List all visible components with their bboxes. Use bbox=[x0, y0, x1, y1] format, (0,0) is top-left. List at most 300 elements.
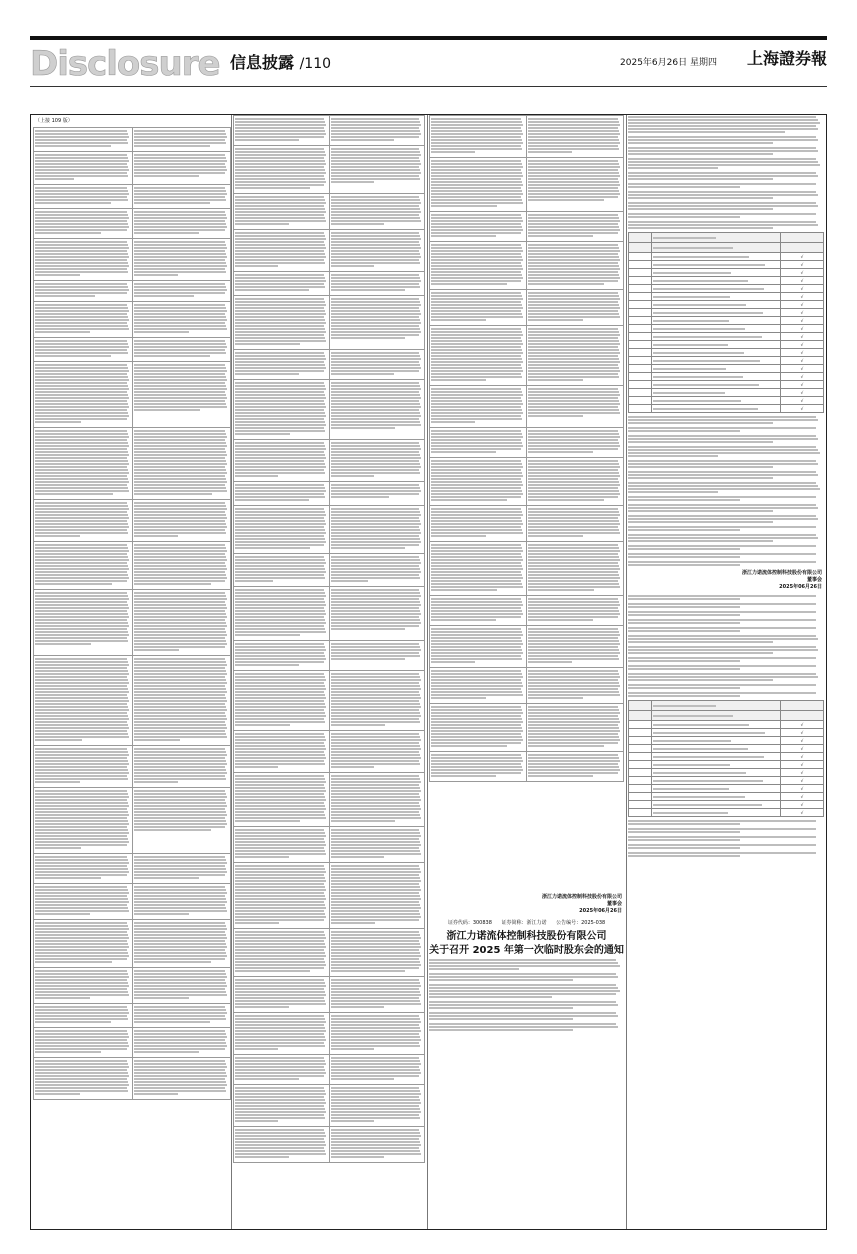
issue-date: 2025年6月26日 bbox=[620, 58, 688, 68]
original-article-cell bbox=[430, 212, 527, 242]
text-paragraph bbox=[331, 232, 424, 267]
text-paragraph bbox=[429, 1001, 624, 1009]
table-row bbox=[629, 243, 824, 253]
check-mark-cell: √ bbox=[781, 349, 824, 357]
text-paragraph bbox=[35, 922, 131, 963]
text-paragraph bbox=[35, 886, 131, 915]
proposal-name-cell bbox=[652, 341, 781, 349]
table-row bbox=[34, 656, 231, 746]
text-paragraph bbox=[35, 187, 131, 204]
check-mark-cell: √ bbox=[781, 381, 824, 389]
original-article-cell bbox=[34, 152, 133, 185]
column-4 bbox=[628, 115, 824, 1229]
table-row bbox=[234, 554, 425, 587]
proposal-code-cell bbox=[629, 285, 652, 293]
proposal-name-cell bbox=[652, 809, 781, 817]
revised-article-cell bbox=[527, 212, 624, 242]
original-article-cell bbox=[234, 863, 330, 929]
proposal-code-cell bbox=[629, 309, 652, 317]
text-paragraph bbox=[235, 298, 328, 345]
proposal-code-cell bbox=[629, 277, 652, 285]
table-row bbox=[430, 158, 624, 212]
revised-article-cell bbox=[132, 590, 231, 656]
proposal-name-cell bbox=[652, 405, 781, 413]
column-2 bbox=[233, 115, 425, 1229]
text-paragraph bbox=[628, 221, 824, 229]
check-mark-cell: √ bbox=[781, 405, 824, 413]
text-paragraph bbox=[35, 544, 131, 585]
revised-article-cell bbox=[132, 788, 231, 854]
text-paragraph bbox=[134, 856, 230, 879]
table-row bbox=[629, 333, 824, 341]
original-article-cell bbox=[34, 185, 133, 209]
original-article-cell bbox=[430, 428, 527, 458]
text-paragraph bbox=[628, 202, 824, 210]
text-paragraph bbox=[235, 1015, 328, 1050]
text-paragraph bbox=[35, 304, 131, 333]
original-article-cell bbox=[34, 239, 133, 281]
text-paragraph bbox=[331, 484, 424, 498]
text-paragraph bbox=[235, 673, 328, 726]
text-paragraph bbox=[431, 160, 525, 207]
column-divider bbox=[231, 115, 232, 1229]
proposal-name-cell bbox=[652, 243, 781, 253]
signature-date: 2025年06月26日 bbox=[779, 584, 822, 590]
check-mark-cell: √ bbox=[781, 333, 824, 341]
text-paragraph bbox=[528, 328, 622, 381]
table-row bbox=[234, 641, 425, 671]
revised-article-cell bbox=[527, 116, 624, 158]
text-paragraph bbox=[35, 283, 131, 297]
proposal-name-cell bbox=[652, 769, 781, 777]
text-paragraph bbox=[628, 427, 824, 432]
original-article-cell bbox=[234, 380, 330, 440]
original-article-cell bbox=[234, 146, 330, 194]
revised-article-cell bbox=[329, 827, 425, 863]
original-article-cell bbox=[34, 1058, 133, 1100]
text-paragraph bbox=[331, 352, 424, 375]
text-paragraph bbox=[235, 829, 328, 858]
text-paragraph bbox=[431, 508, 525, 537]
text-paragraph bbox=[331, 274, 424, 291]
table-row bbox=[430, 326, 624, 386]
text-paragraph bbox=[528, 628, 622, 663]
text-paragraph bbox=[235, 733, 328, 768]
check-mark-cell: √ bbox=[781, 341, 824, 349]
proposal-table bbox=[628, 232, 824, 413]
original-article-cell bbox=[34, 128, 133, 152]
text-paragraph bbox=[35, 364, 131, 423]
check-mark-cell: √ bbox=[781, 261, 824, 269]
table-row bbox=[629, 357, 824, 365]
proposal-name-cell bbox=[652, 309, 781, 317]
original-article-cell bbox=[34, 362, 133, 428]
text-paragraph bbox=[331, 148, 424, 183]
text-paragraph bbox=[331, 829, 424, 858]
table-row bbox=[430, 596, 624, 626]
section-name: 信息披露 bbox=[230, 53, 295, 72]
text-paragraph bbox=[528, 388, 622, 417]
check-mark-cell: √ bbox=[781, 309, 824, 317]
table-row bbox=[34, 854, 231, 884]
table-row bbox=[629, 253, 824, 261]
table-row bbox=[34, 542, 231, 590]
text-paragraph bbox=[134, 211, 230, 234]
original-article-cell bbox=[34, 746, 133, 788]
revised-article-cell bbox=[329, 440, 425, 482]
original-article-cell bbox=[234, 272, 330, 296]
text-paragraph bbox=[134, 430, 230, 495]
revised-article-cell bbox=[132, 920, 231, 968]
proposal-name-cell bbox=[652, 745, 781, 753]
table-row bbox=[34, 362, 231, 428]
proposal-name-cell bbox=[652, 269, 781, 277]
table-row bbox=[34, 185, 231, 209]
original-article-cell bbox=[34, 428, 133, 500]
proposal-code-cell bbox=[629, 793, 652, 801]
text-paragraph bbox=[134, 502, 230, 537]
proposal-name-cell bbox=[652, 381, 781, 389]
text-paragraph bbox=[331, 298, 424, 339]
revised-article-cell bbox=[132, 1028, 231, 1058]
text-paragraph bbox=[628, 496, 824, 501]
check-mark-cell bbox=[781, 701, 824, 711]
revised-article-cell bbox=[329, 863, 425, 929]
text-paragraph bbox=[331, 673, 424, 726]
table-row bbox=[629, 389, 824, 397]
original-article-cell bbox=[34, 1004, 133, 1028]
text-paragraph bbox=[628, 692, 824, 697]
revised-article-cell bbox=[527, 704, 624, 752]
revised-article-cell bbox=[527, 506, 624, 542]
check-mark-cell: √ bbox=[781, 793, 824, 801]
text-paragraph bbox=[235, 643, 328, 666]
text-paragraph bbox=[628, 471, 824, 479]
original-article-cell bbox=[234, 827, 330, 863]
check-mark-cell: √ bbox=[781, 809, 824, 817]
signature-board: 董事会 bbox=[806, 577, 822, 583]
table-row bbox=[34, 152, 231, 185]
table-row bbox=[430, 506, 624, 542]
text-paragraph bbox=[431, 754, 525, 777]
revised-article-cell bbox=[132, 854, 231, 884]
text-paragraph bbox=[35, 1030, 131, 1053]
dateline bbox=[620, 56, 717, 70]
revised-article-cell bbox=[527, 542, 624, 596]
text-paragraph bbox=[528, 160, 622, 201]
text-paragraph bbox=[235, 442, 328, 477]
text-paragraph bbox=[331, 931, 424, 972]
text-paragraph bbox=[628, 545, 824, 550]
table-row bbox=[629, 349, 824, 357]
text-paragraph bbox=[134, 154, 230, 177]
original-article-cell bbox=[34, 338, 133, 362]
table-row bbox=[430, 668, 624, 704]
text-paragraph bbox=[35, 502, 131, 537]
check-mark-cell: √ bbox=[781, 301, 824, 309]
text-paragraph bbox=[134, 748, 230, 783]
check-mark-cell: √ bbox=[781, 397, 824, 405]
article-comparison-table bbox=[33, 127, 231, 1100]
revised-article-cell bbox=[132, 362, 231, 428]
text-paragraph bbox=[35, 790, 131, 849]
table-row bbox=[629, 397, 824, 405]
proposal-code-cell bbox=[629, 253, 652, 261]
text-paragraph bbox=[628, 136, 824, 144]
text-paragraph bbox=[628, 526, 824, 531]
original-article-cell bbox=[234, 116, 330, 146]
revised-article-cell bbox=[132, 428, 231, 500]
table-row bbox=[34, 746, 231, 788]
proposal-code-cell bbox=[629, 325, 652, 333]
text-paragraph bbox=[331, 1087, 424, 1122]
original-article-cell bbox=[430, 752, 527, 782]
revised-article-cell bbox=[132, 281, 231, 302]
original-article-cell bbox=[430, 704, 527, 752]
revised-article-cell bbox=[329, 380, 425, 440]
table-row bbox=[34, 884, 231, 920]
proposal-code-cell bbox=[629, 261, 652, 269]
text-paragraph bbox=[35, 340, 131, 357]
table-row bbox=[234, 773, 425, 827]
original-article-cell bbox=[34, 854, 133, 884]
proposal-name-cell bbox=[652, 333, 781, 341]
original-article-cell bbox=[430, 326, 527, 386]
text-paragraph bbox=[628, 435, 824, 443]
proposal-code-cell bbox=[629, 801, 652, 809]
check-mark-cell: √ bbox=[781, 365, 824, 373]
text-paragraph bbox=[134, 304, 230, 333]
original-article-cell bbox=[234, 1013, 330, 1055]
text-paragraph bbox=[431, 460, 525, 501]
text-paragraph bbox=[528, 544, 622, 591]
text-paragraph bbox=[331, 1129, 424, 1158]
signature-board: 董事会 bbox=[606, 901, 622, 907]
original-article-cell bbox=[34, 920, 133, 968]
table-row bbox=[629, 405, 824, 413]
revised-article-cell bbox=[527, 668, 624, 704]
original-article-cell bbox=[34, 302, 133, 338]
revised-article-cell bbox=[329, 554, 425, 587]
proposal-code-cell bbox=[629, 777, 652, 785]
text-paragraph bbox=[431, 706, 525, 747]
text-paragraph bbox=[331, 979, 424, 1008]
disclosure-logo: Disclosure bbox=[30, 44, 220, 84]
text-paragraph bbox=[35, 1060, 131, 1095]
revised-article-cell bbox=[527, 158, 624, 212]
table-row bbox=[629, 365, 824, 373]
text-paragraph bbox=[528, 244, 622, 285]
notice-title: 关于召开 2025 年第一次临时股东会的通知 bbox=[429, 945, 624, 956]
revised-article-cell bbox=[329, 506, 425, 554]
table-row bbox=[234, 380, 425, 440]
proposal-code-cell bbox=[629, 365, 652, 373]
proposal-name-cell bbox=[652, 701, 781, 711]
text-paragraph bbox=[35, 241, 131, 276]
table-row bbox=[629, 317, 824, 325]
revised-article-cell bbox=[132, 239, 231, 281]
text-paragraph bbox=[528, 508, 622, 537]
table-row bbox=[34, 788, 231, 854]
text-paragraph bbox=[431, 430, 525, 453]
proposal-code-cell bbox=[629, 341, 652, 349]
revised-article-cell bbox=[329, 977, 425, 1013]
text-paragraph bbox=[431, 544, 525, 591]
revised-article-cell bbox=[527, 290, 624, 326]
proposal-code-cell bbox=[629, 317, 652, 325]
board-signature bbox=[630, 570, 822, 591]
check-mark-cell: √ bbox=[781, 753, 824, 761]
proposal-code-cell bbox=[629, 389, 652, 397]
revised-article-cell bbox=[132, 500, 231, 542]
text-paragraph bbox=[628, 460, 824, 468]
text-paragraph bbox=[628, 635, 824, 643]
revised-article-cell bbox=[132, 968, 231, 1004]
proposal-name-cell bbox=[652, 777, 781, 785]
text-paragraph bbox=[431, 118, 525, 153]
text-paragraph bbox=[429, 973, 624, 981]
text-paragraph bbox=[134, 283, 230, 297]
text-paragraph bbox=[429, 1012, 624, 1020]
text-paragraph bbox=[35, 430, 131, 495]
original-article-cell bbox=[234, 350, 330, 380]
original-article-cell bbox=[430, 242, 527, 290]
signature-date: 2025年06月26日 bbox=[579, 908, 622, 914]
table-row bbox=[629, 761, 824, 769]
disclosure-content bbox=[30, 114, 827, 1230]
proposal-name-cell bbox=[652, 325, 781, 333]
proposal-code-cell bbox=[629, 809, 652, 817]
revised-article-cell bbox=[132, 542, 231, 590]
text-paragraph bbox=[235, 1129, 328, 1158]
table-row bbox=[234, 296, 425, 350]
original-article-cell bbox=[234, 1127, 330, 1163]
original-article-cell bbox=[234, 587, 330, 641]
text-paragraph bbox=[628, 603, 824, 608]
table-row bbox=[234, 1055, 425, 1085]
table-row bbox=[234, 863, 425, 929]
text-paragraph bbox=[628, 561, 824, 566]
masthead-rule bbox=[30, 86, 827, 87]
text-paragraph bbox=[235, 352, 328, 375]
revised-article-cell bbox=[329, 587, 425, 641]
check-mark-cell: √ bbox=[781, 785, 824, 793]
text-paragraph bbox=[628, 836, 824, 841]
check-mark-cell: √ bbox=[781, 277, 824, 285]
original-article-cell bbox=[234, 1055, 330, 1085]
notice-body bbox=[628, 416, 824, 566]
text-paragraph bbox=[628, 595, 824, 600]
text-paragraph bbox=[331, 589, 424, 630]
text-paragraph bbox=[331, 865, 424, 924]
original-article-cell bbox=[430, 596, 527, 626]
table-row bbox=[234, 482, 425, 506]
revised-article-cell bbox=[132, 656, 231, 746]
proposal-code-cell bbox=[629, 301, 652, 309]
table-row bbox=[629, 801, 824, 809]
table-row bbox=[629, 729, 824, 737]
comparison-table bbox=[233, 115, 425, 1163]
check-mark-cell: √ bbox=[781, 389, 824, 397]
table-row bbox=[629, 777, 824, 785]
text-paragraph bbox=[134, 658, 230, 741]
text-paragraph bbox=[235, 196, 328, 225]
table-row bbox=[629, 277, 824, 285]
original-article-cell bbox=[430, 158, 527, 212]
revised-article-cell bbox=[329, 230, 425, 272]
proposal-name-cell bbox=[652, 277, 781, 285]
text-paragraph bbox=[628, 504, 824, 512]
table-row bbox=[234, 827, 425, 863]
column-divider bbox=[626, 115, 627, 1229]
table-row bbox=[34, 590, 231, 656]
original-article-cell bbox=[430, 506, 527, 542]
text-paragraph bbox=[134, 187, 230, 204]
revised-article-cell bbox=[527, 626, 624, 668]
table-row bbox=[34, 920, 231, 968]
revised-article-cell bbox=[329, 116, 425, 146]
original-article-cell bbox=[234, 506, 330, 554]
table-row bbox=[234, 272, 425, 296]
text-paragraph bbox=[235, 865, 328, 924]
table-row bbox=[234, 194, 425, 230]
text-paragraph bbox=[134, 790, 230, 831]
original-article-cell bbox=[430, 626, 527, 668]
proposal-name-cell bbox=[652, 285, 781, 293]
text-paragraph bbox=[235, 979, 328, 1008]
table-row bbox=[234, 116, 425, 146]
text-paragraph bbox=[628, 446, 824, 457]
text-paragraph bbox=[628, 820, 824, 825]
table-row bbox=[34, 428, 231, 500]
attachment-body bbox=[628, 820, 824, 857]
table-row bbox=[430, 458, 624, 506]
notice-title-company: 浙江力诺流体控制科技股份有限公司 bbox=[446, 931, 607, 942]
revised-article-cell bbox=[329, 194, 425, 230]
proposal-code-cell bbox=[629, 769, 652, 777]
text-paragraph bbox=[429, 984, 624, 998]
text-paragraph bbox=[628, 213, 824, 218]
announcement-number: 公告编号：2025-038 bbox=[556, 920, 606, 926]
revised-article-cell bbox=[527, 326, 624, 386]
text-paragraph bbox=[628, 416, 824, 424]
original-article-cell bbox=[234, 929, 330, 977]
table-row bbox=[629, 785, 824, 793]
page-number: /110 bbox=[299, 56, 332, 72]
table-row bbox=[234, 587, 425, 641]
comparison-table bbox=[429, 115, 624, 782]
text-paragraph bbox=[134, 130, 230, 147]
text-paragraph bbox=[35, 1006, 131, 1023]
text-paragraph bbox=[235, 589, 328, 636]
text-paragraph bbox=[35, 154, 131, 180]
table-row bbox=[629, 809, 824, 817]
text-paragraph bbox=[628, 665, 824, 670]
proposal-name-cell bbox=[652, 793, 781, 801]
issue-weekday: 星期四 bbox=[689, 58, 717, 68]
original-article-cell bbox=[234, 440, 330, 482]
text-paragraph bbox=[528, 214, 622, 237]
column-3 bbox=[429, 115, 624, 1229]
text-paragraph bbox=[331, 382, 424, 429]
revised-article-cell bbox=[329, 731, 425, 773]
revised-article-cell bbox=[329, 641, 425, 671]
revised-article-cell bbox=[329, 773, 425, 827]
table-row bbox=[234, 929, 425, 977]
table-row bbox=[430, 242, 624, 290]
article-comparison-table bbox=[233, 115, 425, 1163]
check-mark-cell: √ bbox=[781, 729, 824, 737]
